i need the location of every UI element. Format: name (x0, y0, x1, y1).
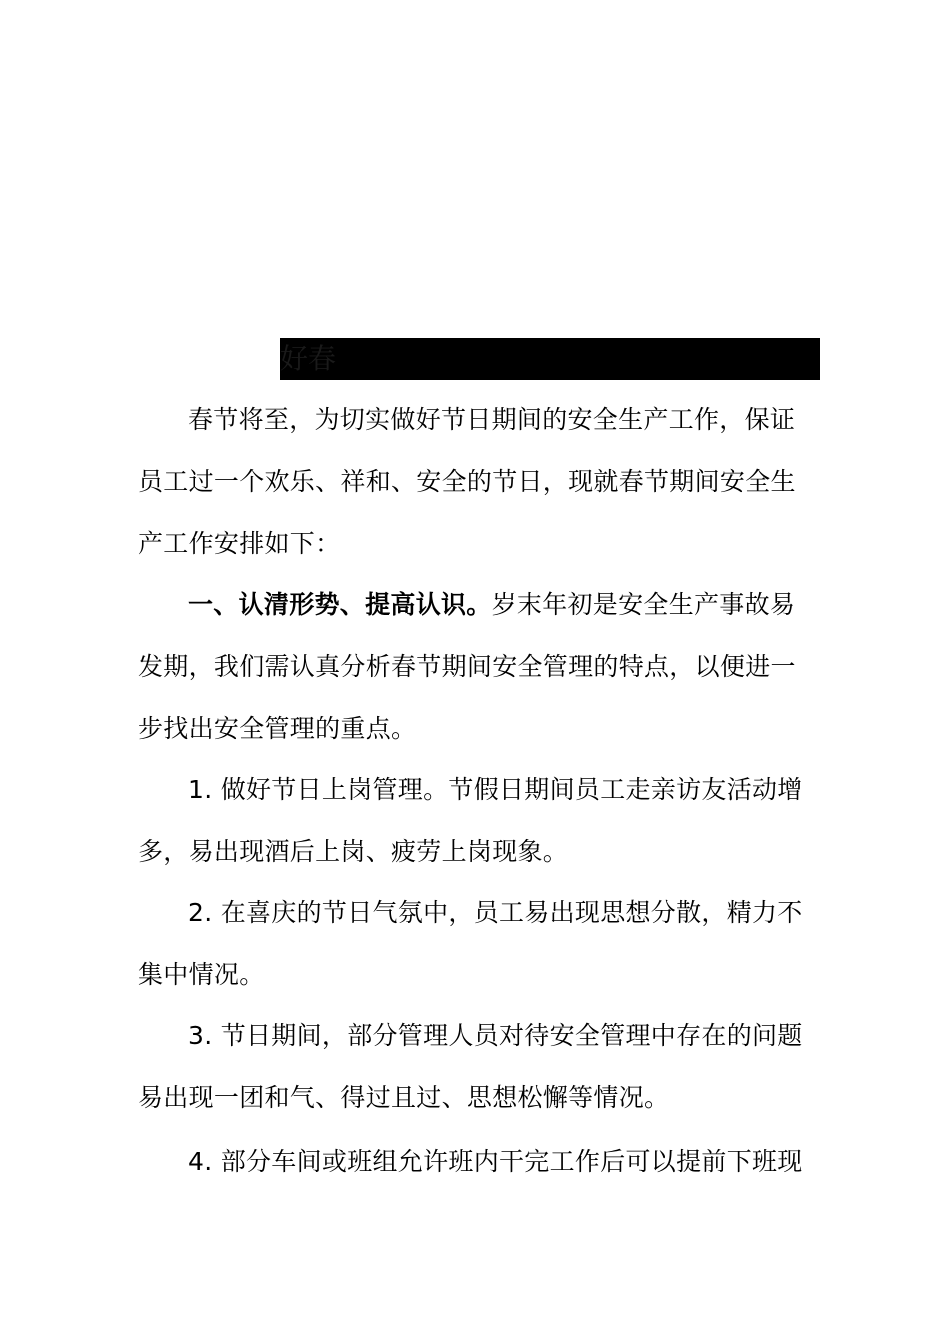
section1-body: 岁末年初是安全生产事故易发期，我们需认真分析春节期间安全管理的特点，以便进一步找出安全管理的重点。 (138, 590, 796, 743)
section1-heading: 一、认清形势、提高认识。 (188, 590, 492, 619)
document-title: 好春 (280, 342, 337, 375)
paragraph-item4: 4. 部分车间或班组允许班内干完工作后可以提前下班现 (188, 1147, 803, 1176)
paragraph-item2: 2. 在喜庆的节日气氛中，员工易出现思想分散，精力不集中情况。 (138, 898, 803, 989)
title-bar (280, 338, 820, 380)
paragraph-section1 (138, 574, 818, 760)
paragraph-item3: 3. 节日期间，部分管理人员对待安全管理中存在的问题易出现一团和气、得过且过、思想松懈等情况。 (138, 1021, 803, 1112)
paragraph-intro: 春节将至，为切实做好节日期间的安全生产工作，保证员工过一个欢乐、祥和、安全的节日，现就春节期间安全生产工作安排如下： (138, 405, 796, 558)
paragraph-item1: 1. 做好节日上岗管理。节假日期间员工走亲访友活动增多，易出现酒后上岗、疲劳上岗现象。 (138, 775, 803, 866)
